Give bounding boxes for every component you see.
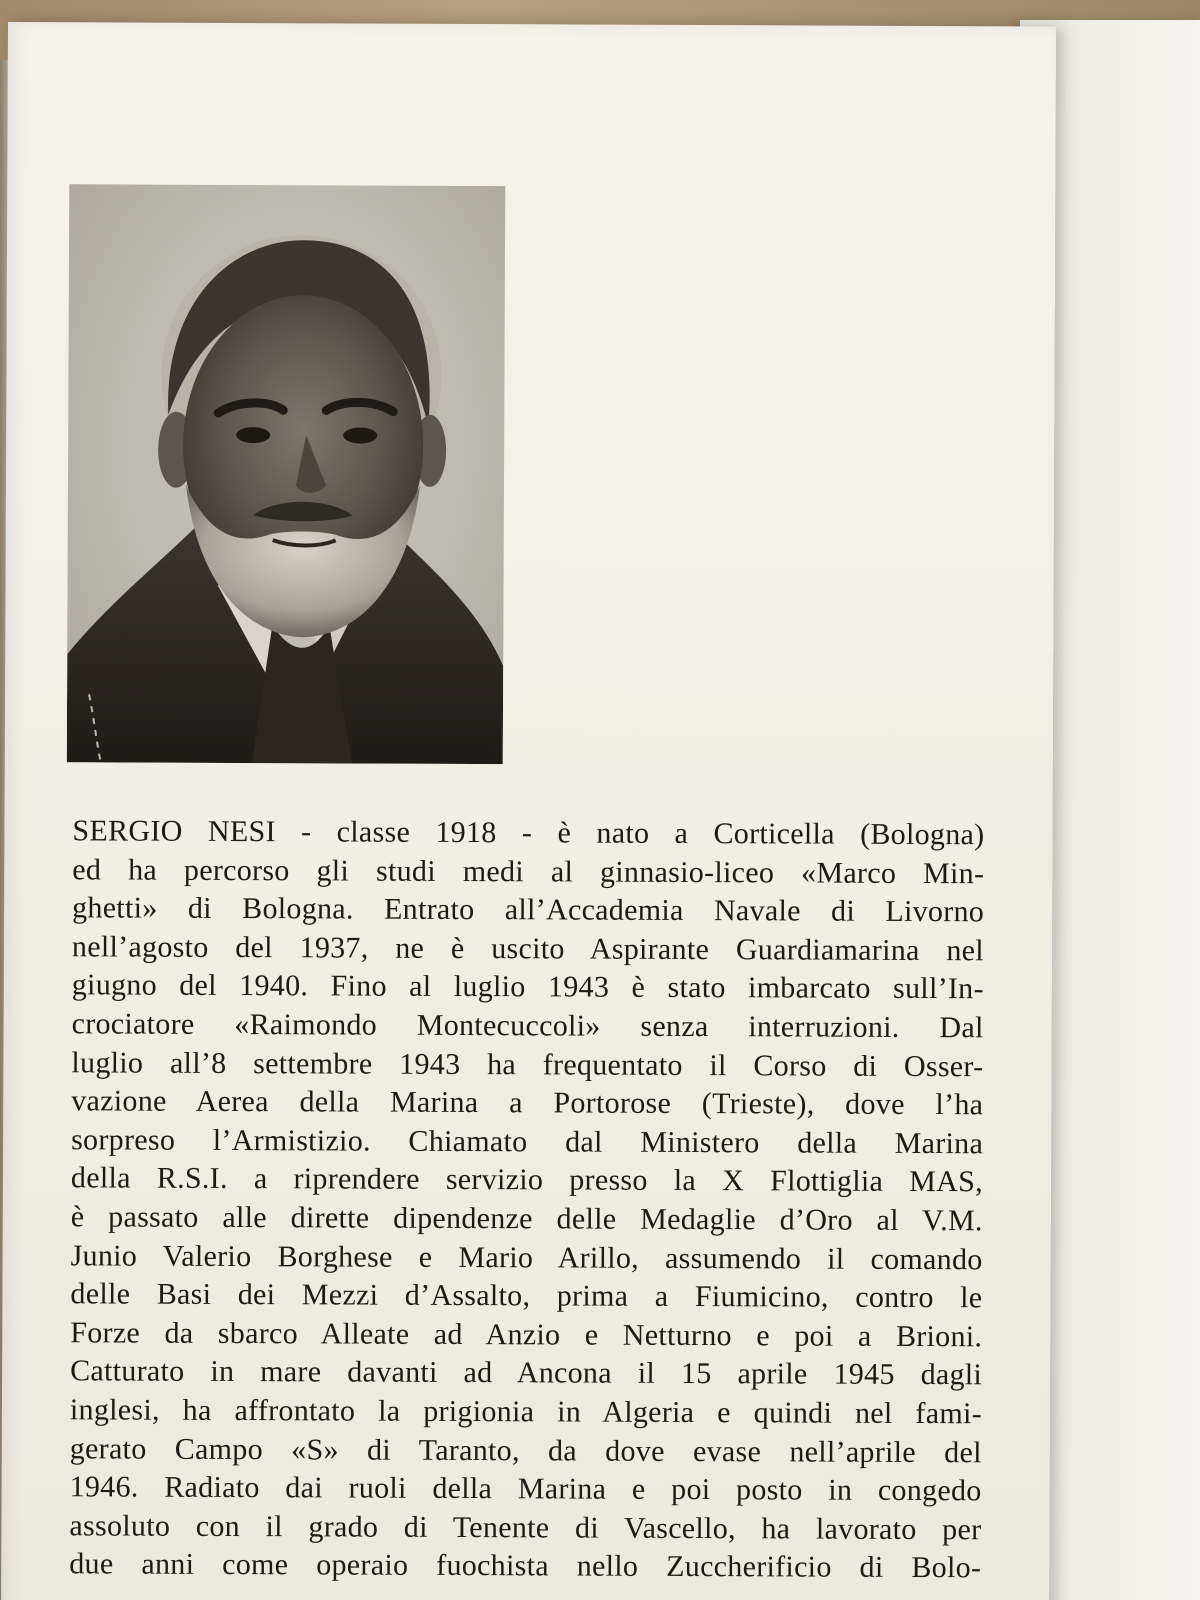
bio-line: crociatore «Raimondo Montecuccoli» senza interruzioni. Dal — [71, 1007, 984, 1045]
bio-line: assoluto con il grado di Tenente di Vascello, ha lavorato per — [69, 1508, 982, 1546]
bio-line: 1946. Radiato dai ruoli della Marina e poi posto in congedo — [69, 1470, 982, 1508]
bio-line: Catturato in mare davanti ad Ancona il 15 aprile 1945 dagli — [70, 1354, 983, 1392]
bio-line: è passato alle dirette dipendenze delle Medaglie d’Oro al V.M. — [70, 1200, 983, 1238]
bio-line: giugno del 1940. Fino al luglio 1943 è stato imbarcato sull’In- — [71, 968, 984, 1006]
bio-line: SERGIO NESI - classe 1918 - è nato a Corticella (Bologna) — [72, 814, 985, 852]
bio-line: due anni come operaio fuochista nello Zuccherificio di Bolo- — [69, 1547, 982, 1585]
bio-line: della R.S.I. a riprendere servizio presso la X Flottiglia MAS, — [70, 1161, 984, 1199]
bio-line: gerato Campo «S» di Taranto, da dove evase nell’aprile del — [69, 1431, 982, 1469]
author-portrait — [67, 184, 506, 764]
bio-line: nell’agosto del 1937, ne è uscito Aspirante Guardiamarina nel — [71, 930, 985, 968]
book-page — [1, 22, 1056, 1600]
author-biography — [69, 812, 984, 1588]
bio-line: ed ha percorso gli studi medi al ginnasio-liceo «Marco Min- — [72, 852, 985, 890]
bio-line: Forze da sbarco Alleate ad Anzio e Netturno e poi a Brioni. — [70, 1316, 983, 1353]
bio-line: vazione Aerea della Marina a Portorose (Trieste), dove l’ha — [71, 1084, 984, 1122]
author-portrait-photo-icon — [67, 184, 506, 764]
bio-line: sorpreso l’Armistizio. Chiamato dal Ministero della Marina — [71, 1123, 984, 1161]
bio-line: luglio all’8 settembre 1943 ha frequentato il Corso di Osser- — [71, 1045, 984, 1083]
bio-line: delle Basi dei Mezzi d’Assalto, prima a Fiumicino, contro le — [70, 1277, 983, 1315]
bio-line: ghetti» di Bologna. Entrato all’Accademia Navale di Livorno — [72, 891, 985, 929]
bio-line: Junio Valerio Borghese e Mario Arillo, assumendo il comando — [70, 1238, 983, 1276]
bio-line: inglesi, ha affrontato la prigionia in Algeria e quindi nel fami- — [69, 1393, 983, 1431]
